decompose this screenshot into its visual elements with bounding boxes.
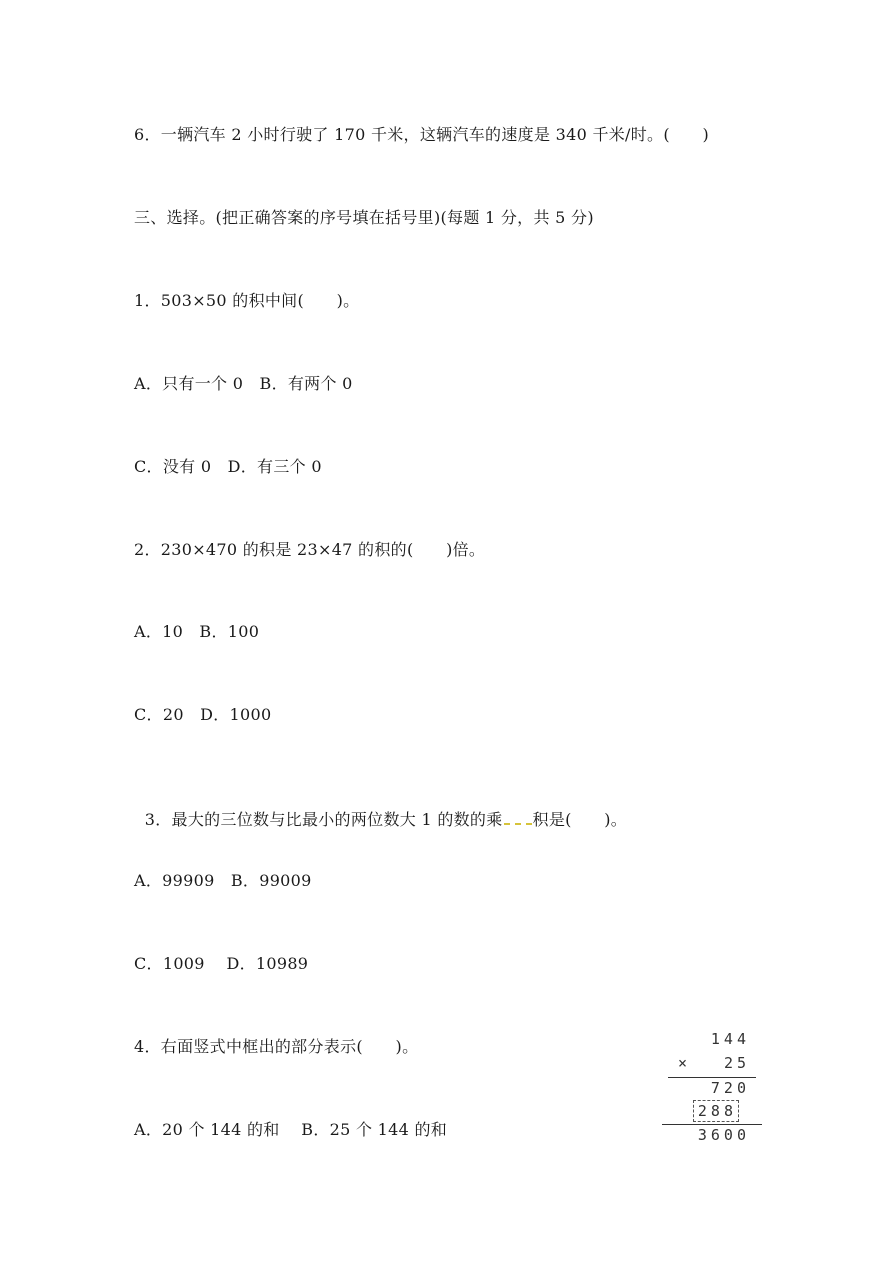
judge-question-6: 6．一辆汽车 2 小时行驶了 170 千米，这辆汽车的速度是 340 千米/时。( ): [134, 125, 710, 144]
question-1-options-ab: A．只有一个 0 B．有两个 0: [134, 374, 353, 393]
question-3: [134, 787, 627, 831]
question-3-options-ab: A．99909 B．99009: [134, 871, 312, 890]
calc-multiplicand: 144: [710, 1030, 750, 1048]
question-1: 1．503×50 的积中间( )。: [134, 291, 360, 310]
calc-multiplier: 25: [723, 1054, 750, 1072]
question-2-options-cd: C．20 D．1000: [134, 705, 272, 724]
calc-rule-top: [668, 1077, 756, 1078]
calc-product: 3600: [697, 1126, 750, 1144]
section-heading-choice: 三、选择。(把正确答案的序号填在括号里)(每题 1 分，共 5 分): [134, 208, 594, 227]
calc-partial-product-2: 288: [697, 1102, 737, 1120]
question-4: 4．右面竖式中框出的部分表示( )。: [134, 1037, 419, 1056]
question-1-options-cd: C．没有 0 D．有三个 0: [134, 457, 322, 476]
calc-rule-bottom: [662, 1124, 762, 1125]
question-3-options-cd: C．1009 D．10989: [134, 954, 309, 973]
question-3-text-start: 3．最大的三位数与比最小的两位数大 1 的数的乘: [144, 810, 503, 829]
question-4-options-ab: A．20 个 144 的和 B．25 个 144 的和: [134, 1120, 448, 1139]
question-3-text-end: 积是( )。: [532, 810, 628, 829]
calc-times-sign: ×: [678, 1054, 688, 1072]
question-2-options-ab: A．10 B．100: [134, 622, 260, 641]
highlight-mark: [504, 809, 532, 825]
question-2: 2．230×470 的积是 23×47 的积的( )倍。: [134, 540, 486, 559]
calc-partial-product-1: 720: [710, 1079, 750, 1097]
vertical-multiplication: [660, 1028, 764, 1148]
